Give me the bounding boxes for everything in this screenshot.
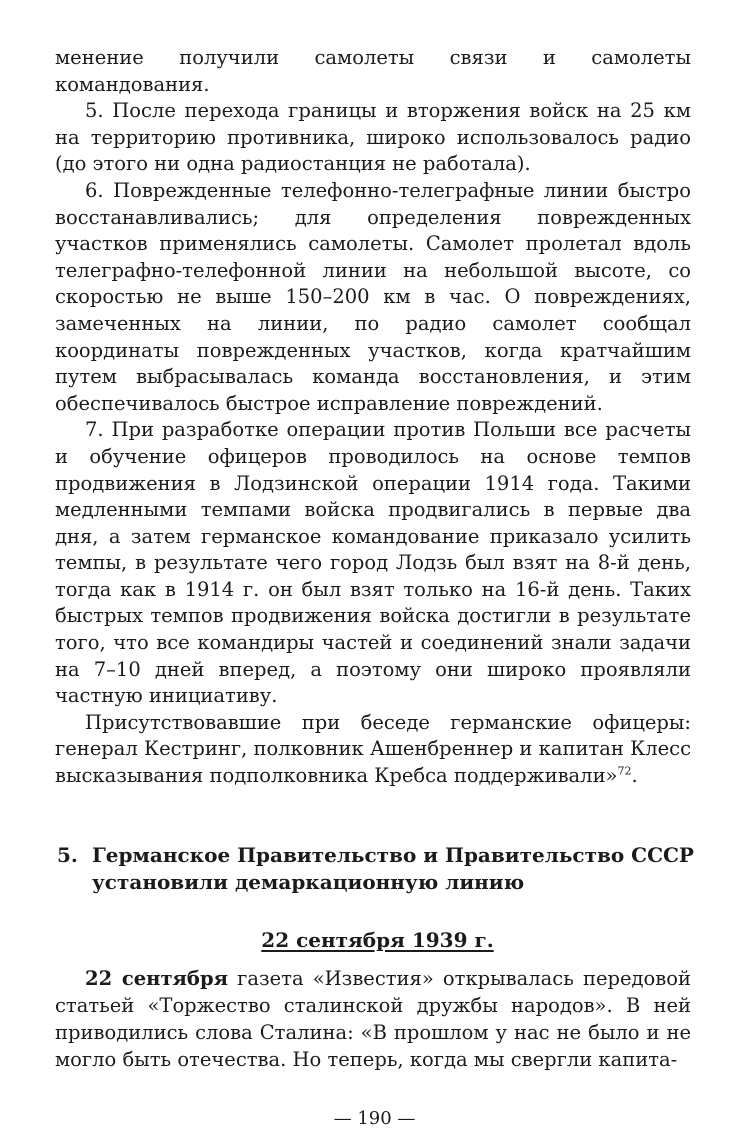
paragraph-item-5: 5. После перехода границы и вторжения войск на 25 км на территорию противника, широко использовалось радио (до этого ни одна радиостанция не работала). (55, 99, 691, 176)
paragraph-lead-date: 22 сентября (85, 967, 228, 990)
section-paragraph (55, 965, 691, 1073)
paragraph-item-6: 6. Поврежденные телефонно-телеграфные линии быстро восстанавливались; для определения поврежденных участков применялись самолеты. Самолет пролетал вдоль телеграфно-телефонной линии на небольшой высоте, со скоростью не выше 150–200 км в час. О повреждениях, замеченных на линии, по радио самолет сообщал координаты поврежденных участков, когда кратчайшим путем выбрасывалась команда восстановления, и этим обеспечивалось быстрое исправление повреждений. (55, 178, 691, 415)
date-heading (0, 927, 749, 953)
section-title: Германское Правительство и Правительство СССР установили демаркационную линию (92, 843, 694, 894)
closing-quote-text: Присутствовавшие при беседе германские офицеры: генерал Кестринг, полковник Ашенбреннер и капитан Клесс высказывания подполковника Кребса поддерживали» (55, 710, 691, 788)
main-text-block (55, 45, 691, 790)
paragraph-item-7: 7. При разработке операции против Польши все расчеты и обучение офицеров проводилось на основе темпов продвижения в Лодзинской операции 1914 года. Такими медленными темпами войска продвигались в первые два дня, а затем германское командование приказало усилить темпы, в результате чего город Лодзь был взят на 8-й день, тогда как в 1914 г. он был взят только на 16-й день. Таких быстрых темпов продвижения войска достигли в результате того, что все командиры частей и соединений знали задачи на 7–10 дней вперед, а поэтому они широко проявляли частную инициативу. (55, 418, 691, 708)
paragraph-continuation: менение получили самолеты связи и самолеты командования. (55, 46, 691, 96)
section-heading (57, 842, 697, 896)
section-body-text (55, 965, 691, 1073)
section-number: 5. (57, 843, 78, 867)
date-heading-text: 22 сентября 1939 г. (261, 928, 494, 952)
paragraph-closing-quote: Присутствовавшие при беседе германские офицеры: генерал Кестринг, полковник Ашенбреннер и капитан Клесс высказывания подполковника Кребса поддерживали»$^{72}$. (55, 710, 691, 788)
footnote-reference: 72 (617, 764, 632, 778)
paragraph-body: газета «Известия» открывалась передовой статьей «Торжество сталинской дружбы народов». В ней приводились слова Сталина: «В прошлом у нас не было и не могло быть отечества. Но теперь, когда мы свергли капита- (55, 967, 691, 1071)
page-number: — 190 — (333, 1108, 416, 1129)
